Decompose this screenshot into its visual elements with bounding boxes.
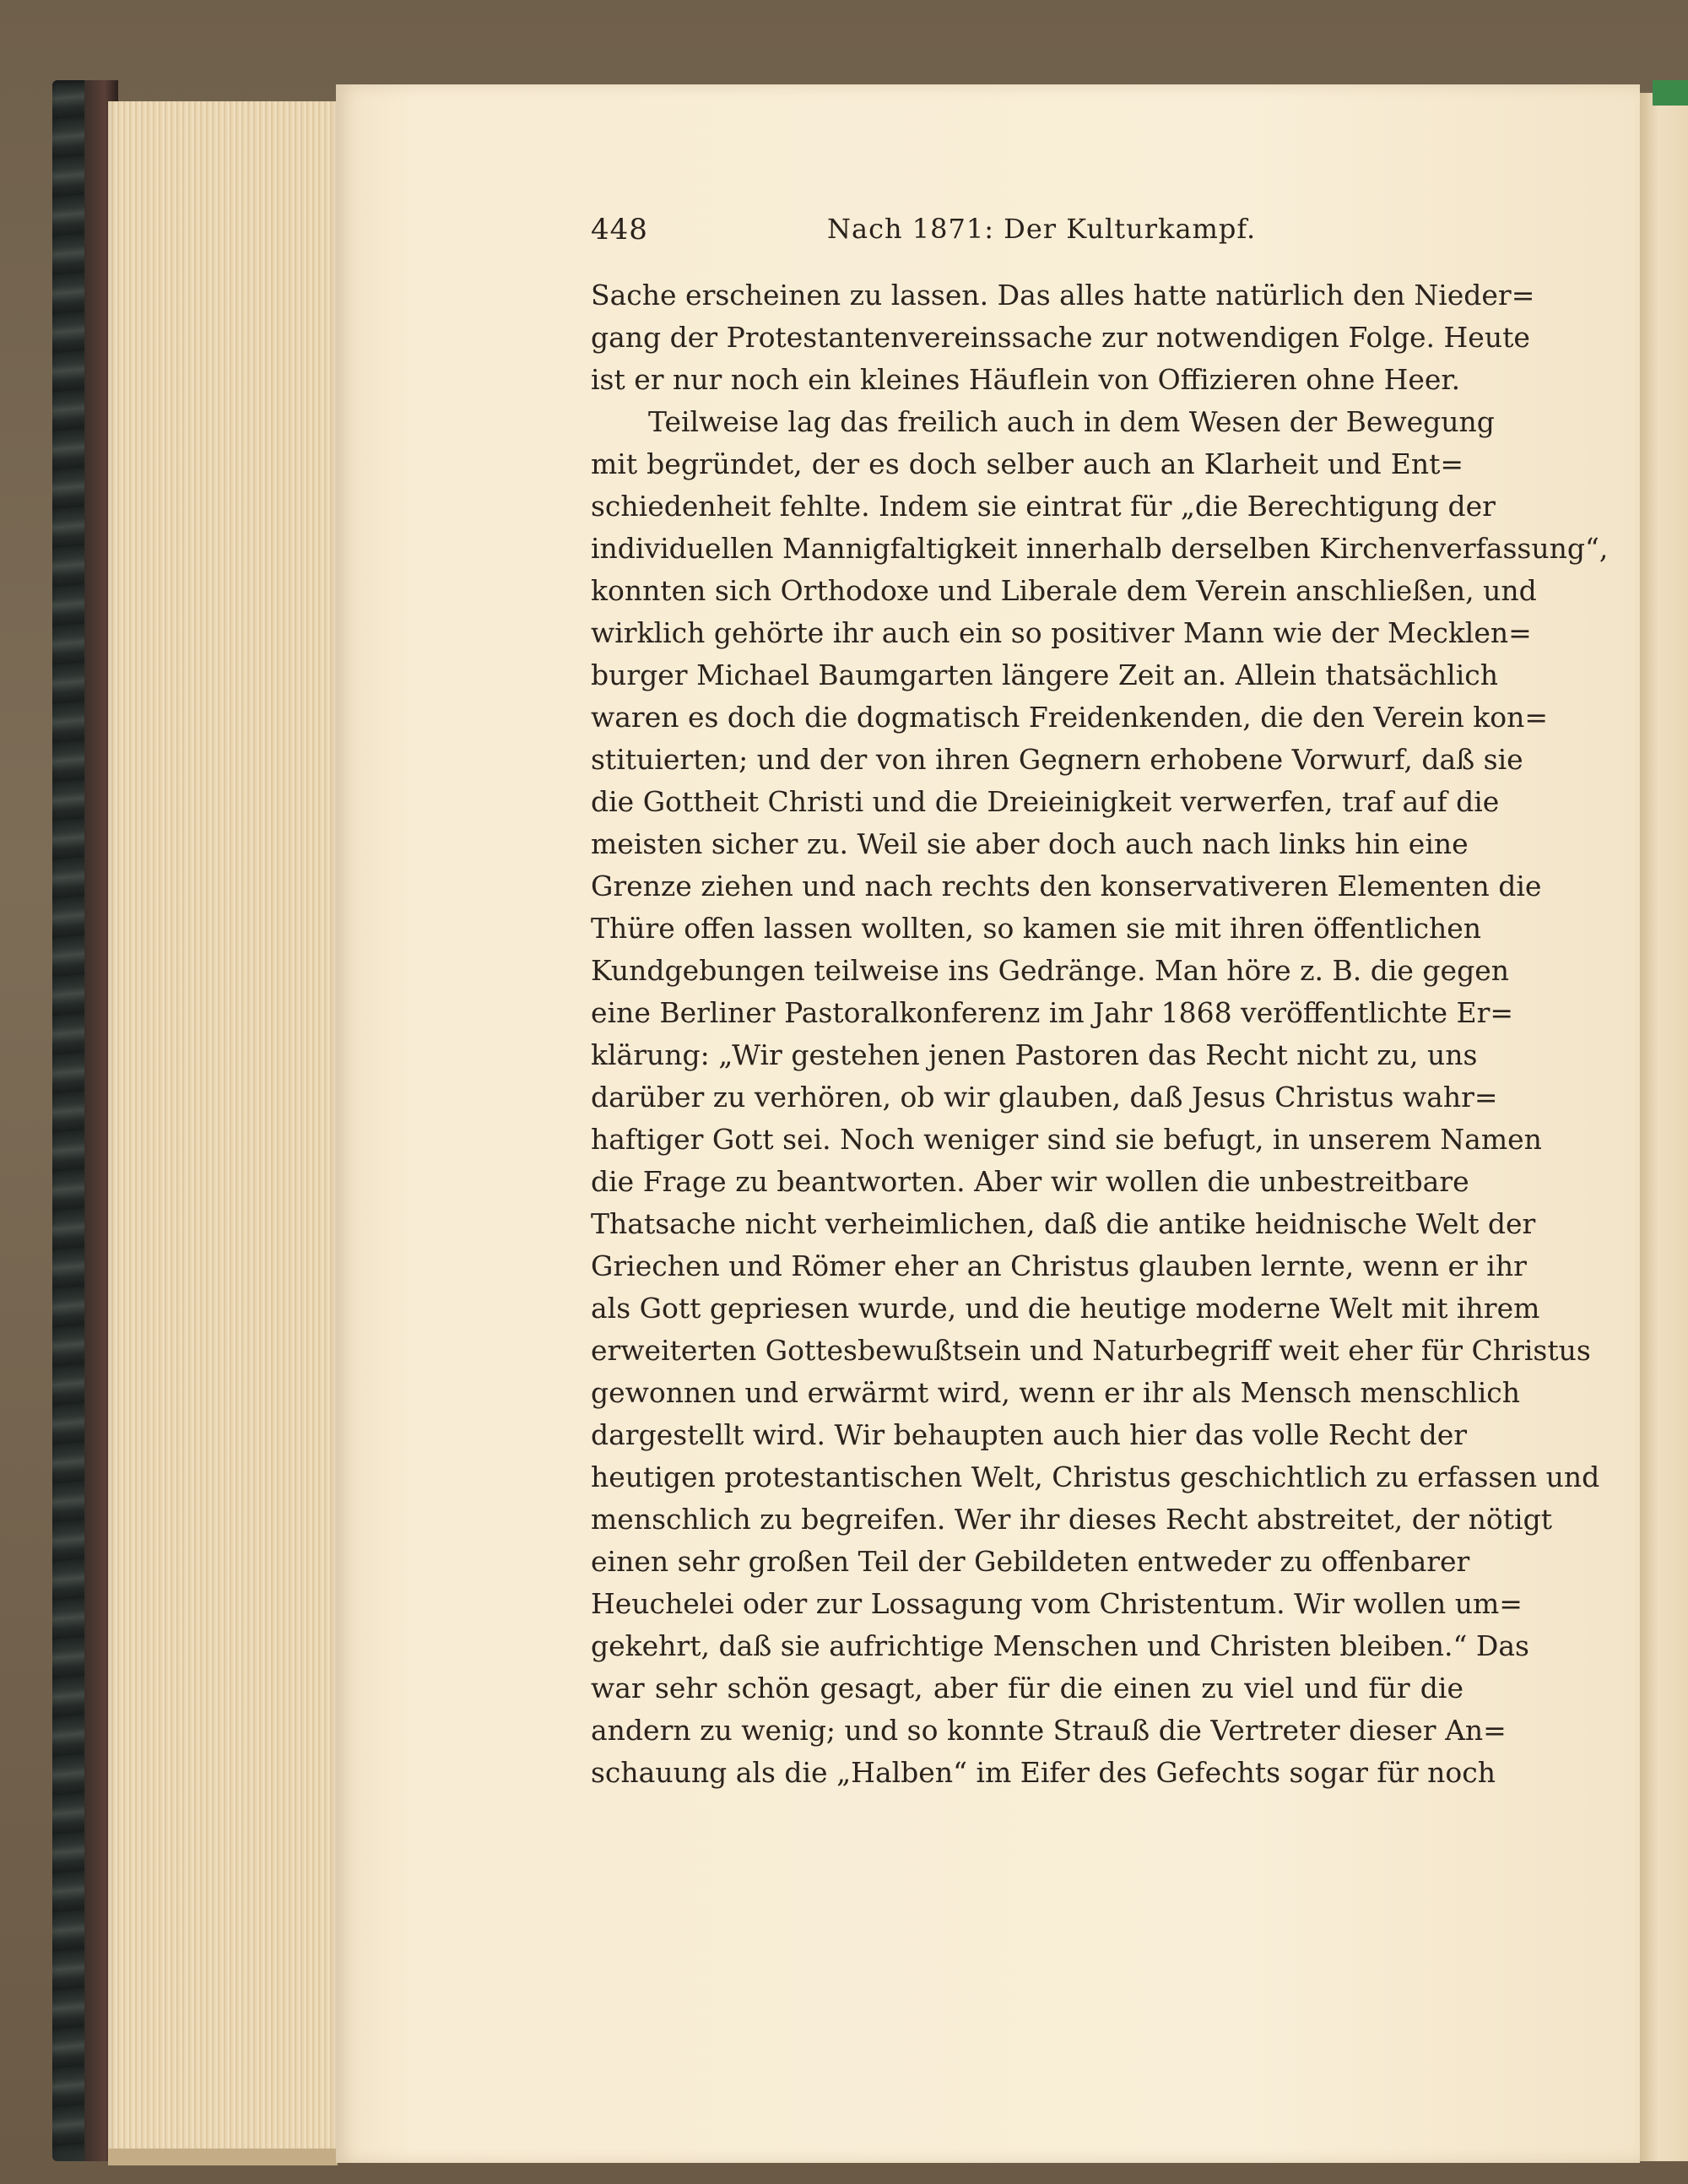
text-line: Thüre offen lassen wollten, so kamen sie mit ihren öffentlichen xyxy=(591,912,1481,945)
text-line: ist er nur noch ein kleines Häuflein von Offizieren ohne Heer. xyxy=(591,363,1461,396)
text-line: eine Berliner Pastoralkonferenz im Jahr 1868 veröffentlichte Er= xyxy=(591,996,1513,1029)
text-line: mit begründet, der es doch selber auch an Klarheit und Ent= xyxy=(591,447,1463,480)
text-line: konnten sich Orthodoxe und Liberale dem Verein anschließen, und xyxy=(591,574,1537,607)
page-stack-edges xyxy=(108,101,338,2161)
text-line: die Frage zu beantworten. Aber wir wollen die unbestreitbare xyxy=(591,1165,1469,1198)
text-line: erweiterten Gottesbewußtsein und Naturbegriff weit eher für Christus xyxy=(591,1334,1591,1367)
text-line: meisten sicher zu. Weil sie aber doch auch nach links hin eine xyxy=(591,827,1469,860)
page-stack-bottom xyxy=(108,2149,338,2165)
text-line: schiedenheit fehlte. Indem sie eintrat für „die Berechtigung der xyxy=(591,490,1496,523)
text-line: waren es doch die dogmatisch Freidenkenden, die den Verein kon= xyxy=(591,701,1549,734)
text-line: Sache erscheinen zu lassen. Das alles hatte natürlich den Nieder= xyxy=(591,279,1535,312)
text-line: Thatsache nicht verheimlichen, daß die antike heidnische Welt der xyxy=(591,1207,1536,1240)
text-line: Grenze ziehen und nach rechts den konservativeren Elementen die xyxy=(591,870,1542,902)
text-line: individuellen Mannigfaltigkeit innerhalb derselben Kirchenverfassung“, xyxy=(591,532,1609,565)
facing-page-edge xyxy=(1640,93,1688,2161)
text-line: schauung als die „Halben“ im Eifer des Gefechts sogar für noch xyxy=(591,1756,1496,1789)
text-line: war sehr schön gesagt, aber für die einen zu viel und für die xyxy=(591,1672,1463,1704)
text-line: klärung: „Wir gestehen jenen Pastoren das Recht nicht zu, uns xyxy=(591,1038,1478,1071)
text-line: einen sehr großen Teil der Gebildeten entweder zu offenbarer xyxy=(591,1545,1470,1578)
text-line: gekehrt, daß sie aufrichtige Menschen und Christen bleiben.“ Das xyxy=(591,1629,1529,1662)
text-line: die Gottheit Christi und die Dreieinigkeit verwerfen, traf auf die xyxy=(591,785,1500,818)
text-line: burger Michael Baumgarten längere Zeit an. Allein thatsächlich xyxy=(591,658,1498,691)
text-line: wirklich gehörte ihr auch ein so positiver Mann wie der Mecklen= xyxy=(591,616,1532,649)
page-header xyxy=(591,213,1463,255)
text-line: dargestellt wird. Wir behaupten auch hier das volle Recht der xyxy=(591,1418,1468,1451)
text-line: Griechen und Römer eher an Christus glauben lernte, wenn er ihr xyxy=(591,1249,1527,1282)
text-line: heutigen protestantischen Welt, Christus geschichtlich zu erfassen und xyxy=(591,1461,1600,1493)
text-line: Heuchelei oder zur Lossagung vom Christentum. Wir wollen um= xyxy=(591,1587,1523,1620)
text-line: Teilweise lag das freilich auch in dem Wesen der Bewegung xyxy=(648,405,1495,438)
page-number: 448 xyxy=(591,213,648,247)
facing-cover-corner xyxy=(1653,80,1688,106)
text-line: gewonnen und erwärmt wird, wenn er ihr als Mensch menschlich xyxy=(591,1376,1521,1409)
running-head: Nach 1871: Der Kulturkampf. xyxy=(827,213,1257,245)
text-line: darüber zu verhören, ob wir glauben, daß Jesus Christus wahr= xyxy=(591,1081,1498,1114)
text-line: stituierten; und der von ihren Gegnern erhobene Vorwurf, daß sie xyxy=(591,743,1523,776)
text-line: gang der Protestantenvereinssache zur notwendigen Folge. Heute xyxy=(591,321,1530,354)
text-line: menschlich zu begreifen. Wer ihr dieses Recht abstreitet, der nötigt xyxy=(591,1503,1552,1536)
text-line: als Gott gepriesen wurde, und die heutige moderne Welt mit ihrem xyxy=(591,1292,1540,1325)
text-line: andern zu wenig; und so konnte Strauß die Vertreter dieser An= xyxy=(591,1714,1507,1747)
text-line: Kundgebungen teilweise ins Gedränge. Man höre z. B. die gegen xyxy=(591,954,1509,987)
body-text xyxy=(591,274,1609,1794)
text-line: haftiger Gott sei. Noch weniger sind sie befugt, in unserem Namen xyxy=(591,1123,1542,1156)
